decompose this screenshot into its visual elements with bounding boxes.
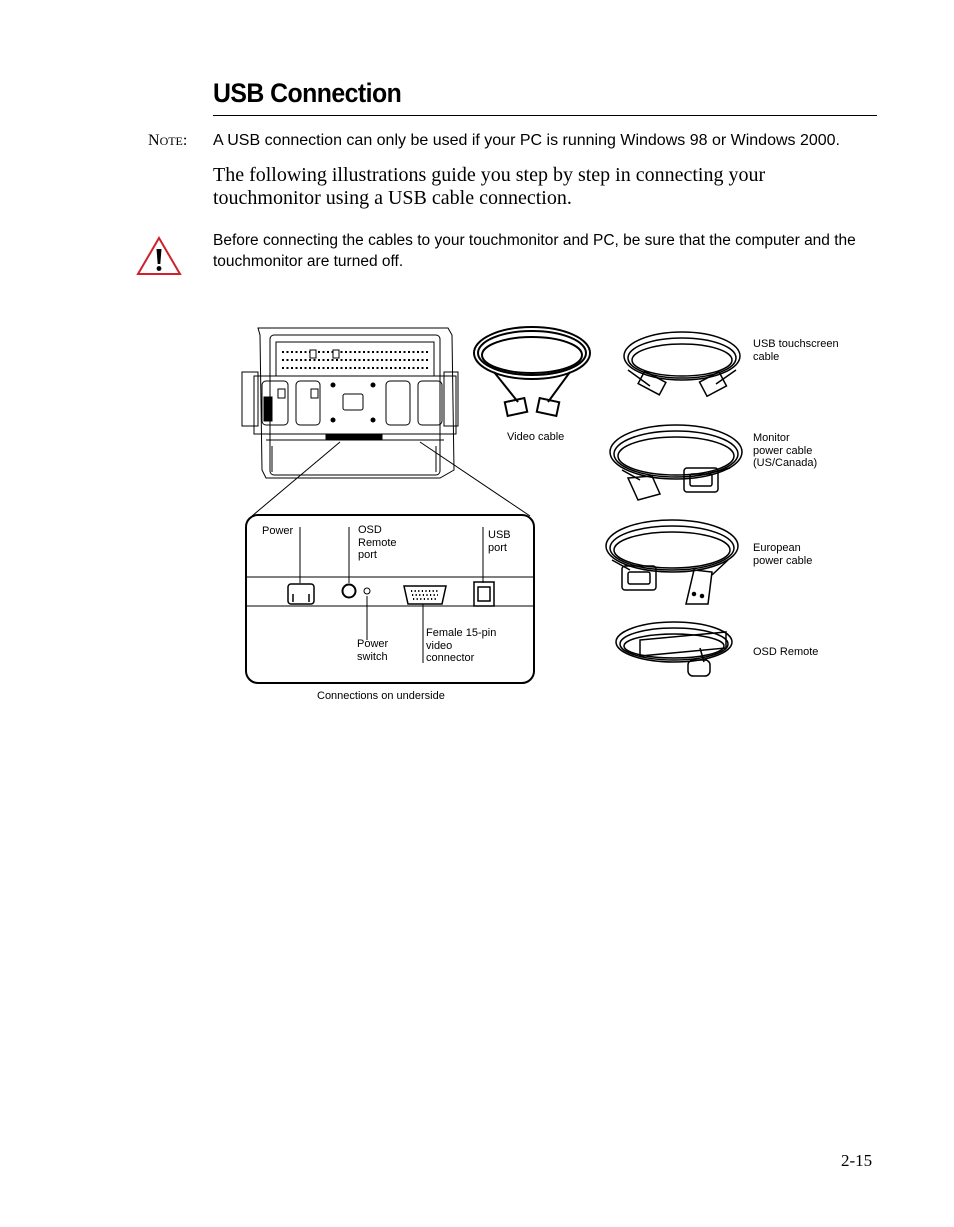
power-switch-label: Power switch — [357, 638, 389, 663]
video-cable-label: Video cable — [507, 431, 565, 443]
page-number: 2-15 — [841, 1151, 873, 1170]
usb-cable-illustration — [624, 332, 740, 396]
monitor-power-cable-label: Monitor power cable (US/Canada) — [753, 432, 818, 469]
osd-remote-port-label: OSD Remote port — [358, 524, 397, 561]
power-port-label: Power — [262, 525, 294, 537]
warning-text: Before connecting the cables to your touchmonitor and PC, be sure that the computer and the touchmonitor are turned off. — [213, 232, 856, 270]
usb-cable-label: USB touchscreen cable — [753, 338, 839, 363]
osd-remote-label: OSD Remote — [753, 646, 819, 658]
monitor-rear-illustration — [242, 328, 458, 478]
european-power-cable-illustration — [606, 520, 738, 604]
monitor-power-cable-illustration — [610, 425, 742, 500]
figure-caption: Connections on underside — [317, 690, 445, 702]
european-power-cable-label: European power cable — [753, 542, 813, 567]
osd-remote-cable-illustration — [616, 622, 732, 676]
usb-port-label: USB port — [488, 529, 511, 554]
intro-paragraph: The following illustrations guide you step by step in connecting your touchmonitor using a USB cable connection. — [213, 164, 766, 209]
video-cable-illustration — [474, 327, 590, 416]
note-label: NOTE: — [148, 132, 188, 149]
video-connector-label: Female 15-pin video connector — [426, 627, 497, 664]
page-title: USB Connection — [213, 78, 402, 108]
note-text: A USB connection can only be used if your PC is running Windows 98 or Windows 2000. — [213, 132, 840, 149]
